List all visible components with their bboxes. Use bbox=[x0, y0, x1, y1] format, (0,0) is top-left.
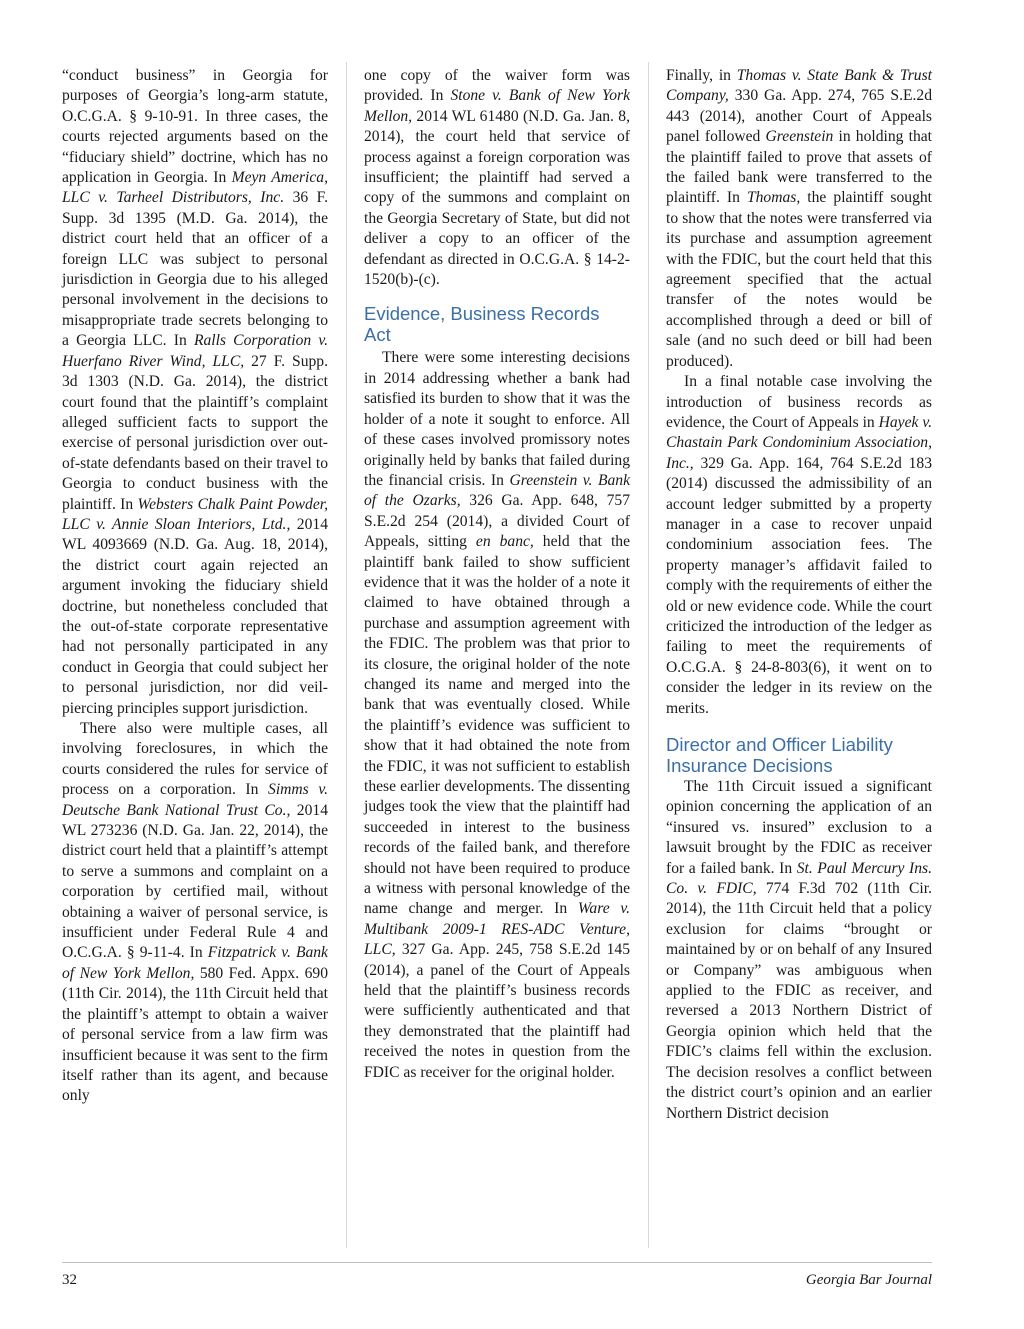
journal-title: Georgia Bar Journal bbox=[805, 1272, 932, 1288]
text-run: 326 Ga. App. 648, 757 S.E.2d 254 (2014), a divided Court of Appeals, sitting bbox=[364, 492, 630, 551]
column-divider bbox=[648, 62, 649, 1248]
text-run: one copy of the waiver form was provided. In bbox=[364, 67, 630, 105]
case-citation: en banc, bbox=[475, 533, 534, 551]
case-citation: St. Paul Mercury Ins. Co. v. FDIC, bbox=[666, 859, 932, 898]
text-run: 2014 WL 273236 (N.D. Ga. Jan. 22, 2014), the district court held that a plaintiff’s attempt to serve a summons and complaint on a corporation by certified mail, without obtaining a waiver of personal service, is insufficient under Federal Rule 4 and O.C.G.A. § 9-11-4. In bbox=[62, 801, 328, 962]
body-paragraph bbox=[62, 719, 328, 1107]
case-citation: Stone v. Bank of New York Mellon, bbox=[364, 87, 630, 125]
case-citation: Hayek v. Chastain Park Condominium Association, Inc., bbox=[666, 413, 933, 472]
case-citation: Thomas v. State Bank & Trust Company, bbox=[666, 67, 932, 105]
body-paragraph bbox=[364, 348, 630, 1083]
text-run: 2014 WL 4093669 (N.D. Ga. Aug. 18, 2014), the district court again rejected an argument invoking the fiduciary shield doctrine, but nonetheless concluded that the out-of-state corporate representative had not personally participated in any conduct in Georgia that could subject her to personal jurisdiction, nor did veil-piercing principles support jurisdiction. bbox=[62, 515, 328, 717]
text-run: 330 Ga. App. 274, 765 S.E.2d 443 (2014), another Court of Appeals panel followed bbox=[666, 87, 932, 146]
text-run: the plaintiff sought to show that the notes were transferred via its purchase and assumption agreement with the FDIC, but the court held that this agreement specified that the actual transfer of the notes would be accomplished through a deed or bill of sale (and no such deed or bill had been produced). bbox=[666, 189, 932, 370]
text-run: “conduct business” in Georgia for purposes of Georgia’s long-arm statute, O.C.G.A. § 9-10-91. In three cases, the courts rejected arguments based on the “fiduciary shield” doctrine, which has no application in Georgia. In bbox=[62, 67, 328, 187]
case-citation: Meyn America, LLC v. Tarheel Distributors, Inc. bbox=[62, 169, 328, 207]
body-paragraph bbox=[364, 66, 630, 290]
text-run: 327 Ga. App. 245, 758 S.E.2d 145 (2014), a panel of the Court of Appeals held that the plaintiff’s business records were sufficiently authenticated and that they demonstrated that the plaintiff had received the notes in question from the FDIC as receiver for the original holder. bbox=[364, 941, 630, 1081]
case-citation: Ware v. Multibank 2009-1 RES-ADC Venture, LLC, bbox=[364, 900, 630, 959]
text-run: in holding that the plaintiff failed to prove that assets of the failed bank were transferred to the plaintiff. In bbox=[666, 128, 932, 207]
text-run: 580 Fed. Appx. 690 (11th Cir. 2014), the 11th Circuit held that the plaintiff’s attempt to obtain a waiver of personal service from a law firm was insufficient because it was sent to the firm itself rather than its agent, and because only bbox=[62, 964, 328, 1105]
column-divider bbox=[346, 62, 347, 1248]
body-paragraph bbox=[666, 66, 932, 372]
section-heading: Evidence, Business Records Act bbox=[364, 303, 600, 346]
body-paragraph bbox=[62, 66, 328, 719]
case-citation: Ralls Corporation v. Huerfano River Wind, LLC, bbox=[62, 332, 329, 370]
text-run: 774 F.3d 702 (11th Cir. 2014), the 11th Circuit held that a policy exclusion for claims “brought or maintained by or on behalf of any Insured or Company” was ambiguous when applied to the FDIC as receiver, and reversed a 2013 Northern District of Georgia opinion which held that the FDIC’s claims fell within the exclusion. The decision resolves a conflict between the district court’s opinion and an earlier Northern District decision bbox=[666, 880, 932, 1122]
text-column-3 bbox=[666, 66, 932, 1124]
case-citation: Websters Chalk Paint Powder, LLC v. Annie Sloan Interiors, Ltd., bbox=[62, 495, 328, 533]
case-citation: Greenstein v. Bank of the Ozarks, bbox=[364, 471, 630, 510]
case-citation: Greenstein bbox=[765, 128, 834, 146]
text-run: 27 F. Supp. 3d 1303 (N.D. Ga. 2014), the district court found that the plaintiff’s complaint alleged sufficient facts to support the exercise of personal jurisdiction over out-of-state defendants based on their travel to Georgia to conduct business with the plaintiff. In bbox=[62, 352, 328, 513]
case-citation: Thomas, bbox=[746, 189, 801, 207]
text-run: Finally, in bbox=[666, 67, 737, 84]
case-citation: Simms v. Deutsche Bank National Trust Co., bbox=[62, 781, 328, 819]
text-run: There also were multiple cases, all involving foreclosures, in which the courts considered the rules for service of process on a corporation. In bbox=[62, 720, 328, 799]
text-column-2 bbox=[364, 66, 630, 1083]
text-run: held that the plaintiff bank failed to show sufficient evidence that it was the holder of a note it claimed to have obtained through a purchase and assumption agreement with the FDIC. The problem was that prior to its closure, the original holder of the note changed its name and merged into the bank that was eventually closed. While the plaintiff’s evidence was sufficient to show that it had obtained the note from the FDIC, it was not sufficient to establish these earlier developments. The dissenting judges took the view that the plaintiff had succeeded in interest to the business records of the failed bank, and therefore should not have been required to produce a witness with personal knowledge of the name change and merger. In bbox=[364, 533, 630, 918]
text-run: 329 Ga. App. 164, 764 S.E.2d 183 (2014) discussed the admissibility of an account ledger submitted by a property manager in a case to recover unpaid condominium association fees. The property manager’s affidavit failed to comply with the requirements of either the old or new evidence code. While the court criticized the introduction of the ledger as failing to meet the requirements of O.C.G.A. § 24-8-803(6), it went on to consider the ledger in its review on the merits. bbox=[666, 454, 932, 717]
text-run: 2014 WL 61480 (N.D. Ga. Jan. 8, 2014), the court held that service of process against a foreign corporation was insufficient; the plaintiff had served a copy of the summons and complaint on the Georgia Secretary of State, but did not deliver a copy to an officer of the defendant as directed in O.C.G.A. § 14-2-1520(b)-(c). bbox=[364, 107, 630, 289]
text-run: In a final notable case involving the introduction of business records as evidence, the Court of Appeals in bbox=[666, 373, 932, 431]
section-heading: Director and Officer Liability Insurance Decisions bbox=[666, 734, 893, 776]
footer-rule bbox=[62, 1262, 932, 1263]
text-column-1 bbox=[62, 66, 328, 1107]
body-paragraph bbox=[666, 372, 932, 719]
text-run: 36 F. Supp. 3d 1395 (M.D. Ga. 2014), the district court held that an officer of a foreign LLC was subject to personal jurisdiction in Georgia due to his alleged personal involvement in the decisions to misappropriate trade secrets belonging to a Georgia LLC. In bbox=[62, 189, 328, 350]
text-run: There were some interesting decisions in 2014 addressing whether a bank had satisfied its burden to show that it was the holder of a note it sought to enforce. All of these cases involved promissory notes originally held by banks that failed during the financial crisis. In bbox=[364, 349, 630, 489]
case-citation: Fitzpatrick v. Bank of New York Mellon, bbox=[62, 944, 328, 982]
text-run: The 11th Circuit issued a significant opinion concerning the application of an “insured vs. insured” exclusion to a lawsuit brought by the FDIC as receiver for a failed bank. In bbox=[666, 778, 932, 877]
page-number: 32 bbox=[62, 1272, 77, 1288]
body-paragraph bbox=[666, 777, 932, 1124]
